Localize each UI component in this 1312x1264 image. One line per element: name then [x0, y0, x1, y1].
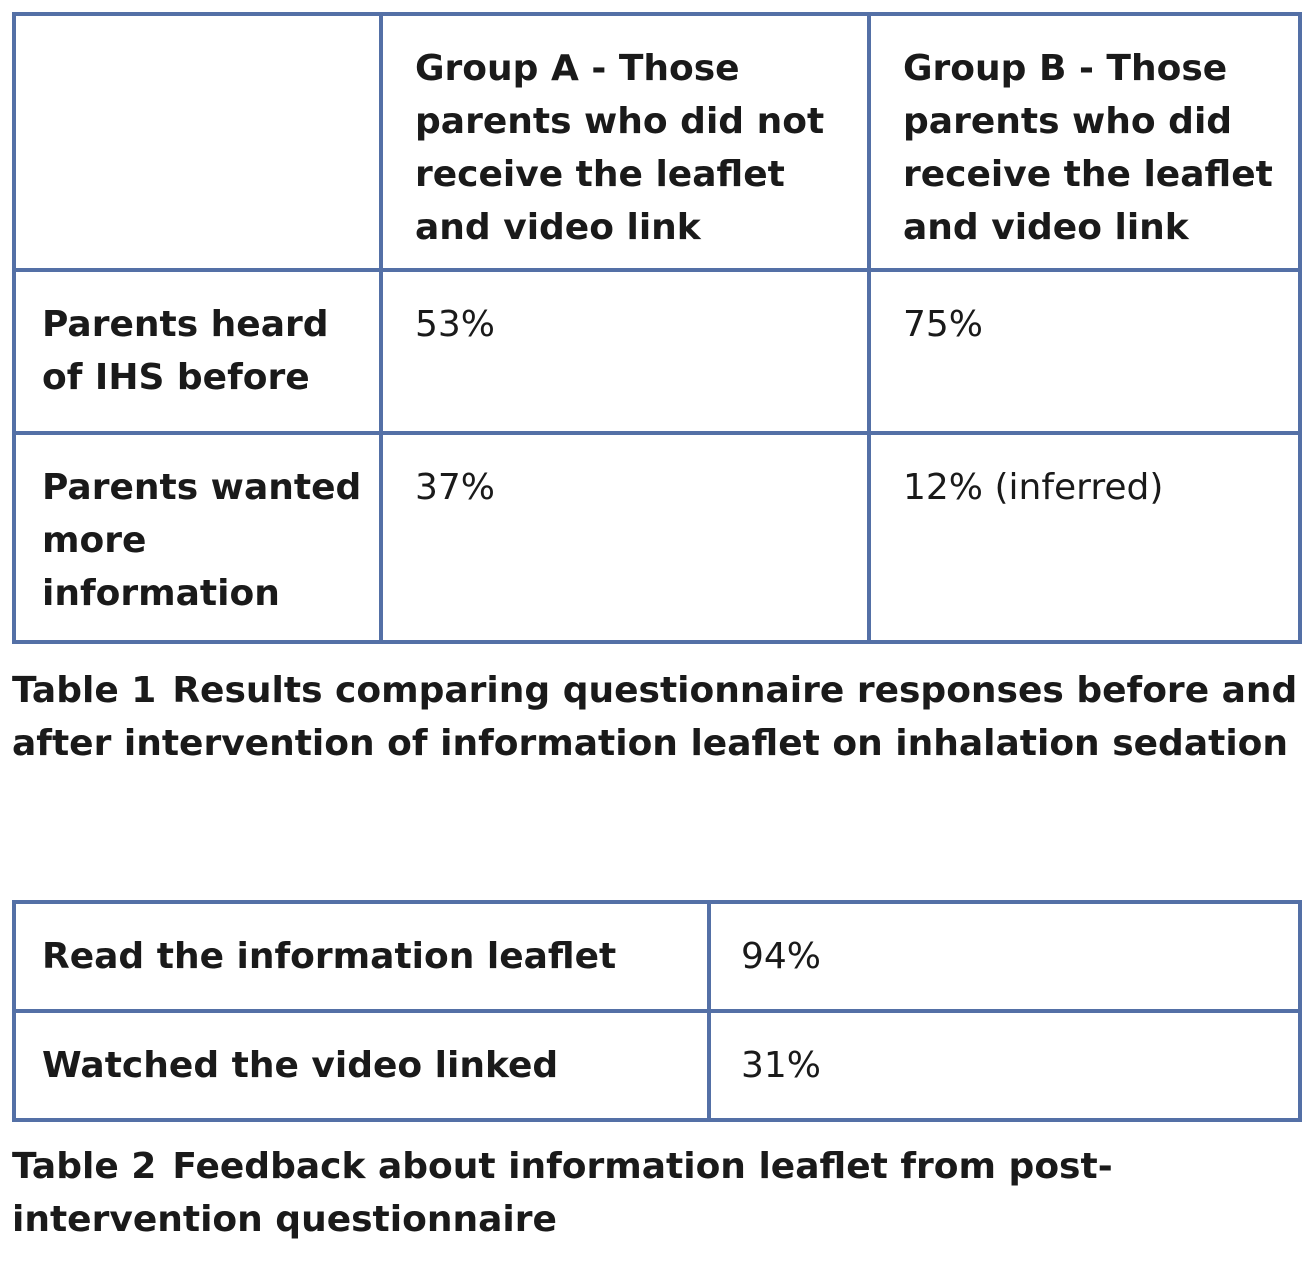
row-value: 31% — [709, 1011, 1300, 1120]
row-label: Parents wanted more information — [14, 433, 381, 642]
header-group-b: Group B - Those parents who did receive the leaflet and video link — [869, 14, 1300, 270]
group-b-value: 12% (inferred) — [869, 433, 1300, 642]
row-label: Watched the video linked — [14, 1011, 709, 1120]
table-row — [14, 1011, 1300, 1120]
table-row — [14, 433, 1300, 642]
row-label: Read the information leaflet — [14, 902, 709, 1011]
table-row — [14, 902, 1300, 1011]
group-a-value: 53% — [381, 270, 869, 433]
caption-text: Results comparing questionnaire responses before and after intervention of information leaflet on inhalation sedation — [12, 670, 1298, 764]
caption-label: Table 2 — [12, 1146, 157, 1187]
table-1-caption — [12, 664, 1302, 770]
row-label: Parents heard of IHS before — [14, 270, 381, 433]
group-a-value: 37% — [381, 433, 869, 642]
feedback-table — [12, 900, 1302, 1122]
header-group-a: Group A - Those parents who did not receive the leaflet and video link — [381, 14, 869, 270]
header-empty-cell — [14, 14, 381, 270]
row-value: 94% — [709, 902, 1300, 1011]
caption-label: Table 1 — [12, 670, 157, 711]
table-row — [14, 270, 1300, 433]
group-b-value: 75% — [869, 270, 1300, 433]
table-header-row — [14, 14, 1300, 270]
table-2-caption — [12, 1140, 1302, 1246]
results-table — [12, 12, 1302, 644]
caption-text: Feedback about information leaflet from post-intervention questionnaire — [12, 1146, 1113, 1240]
